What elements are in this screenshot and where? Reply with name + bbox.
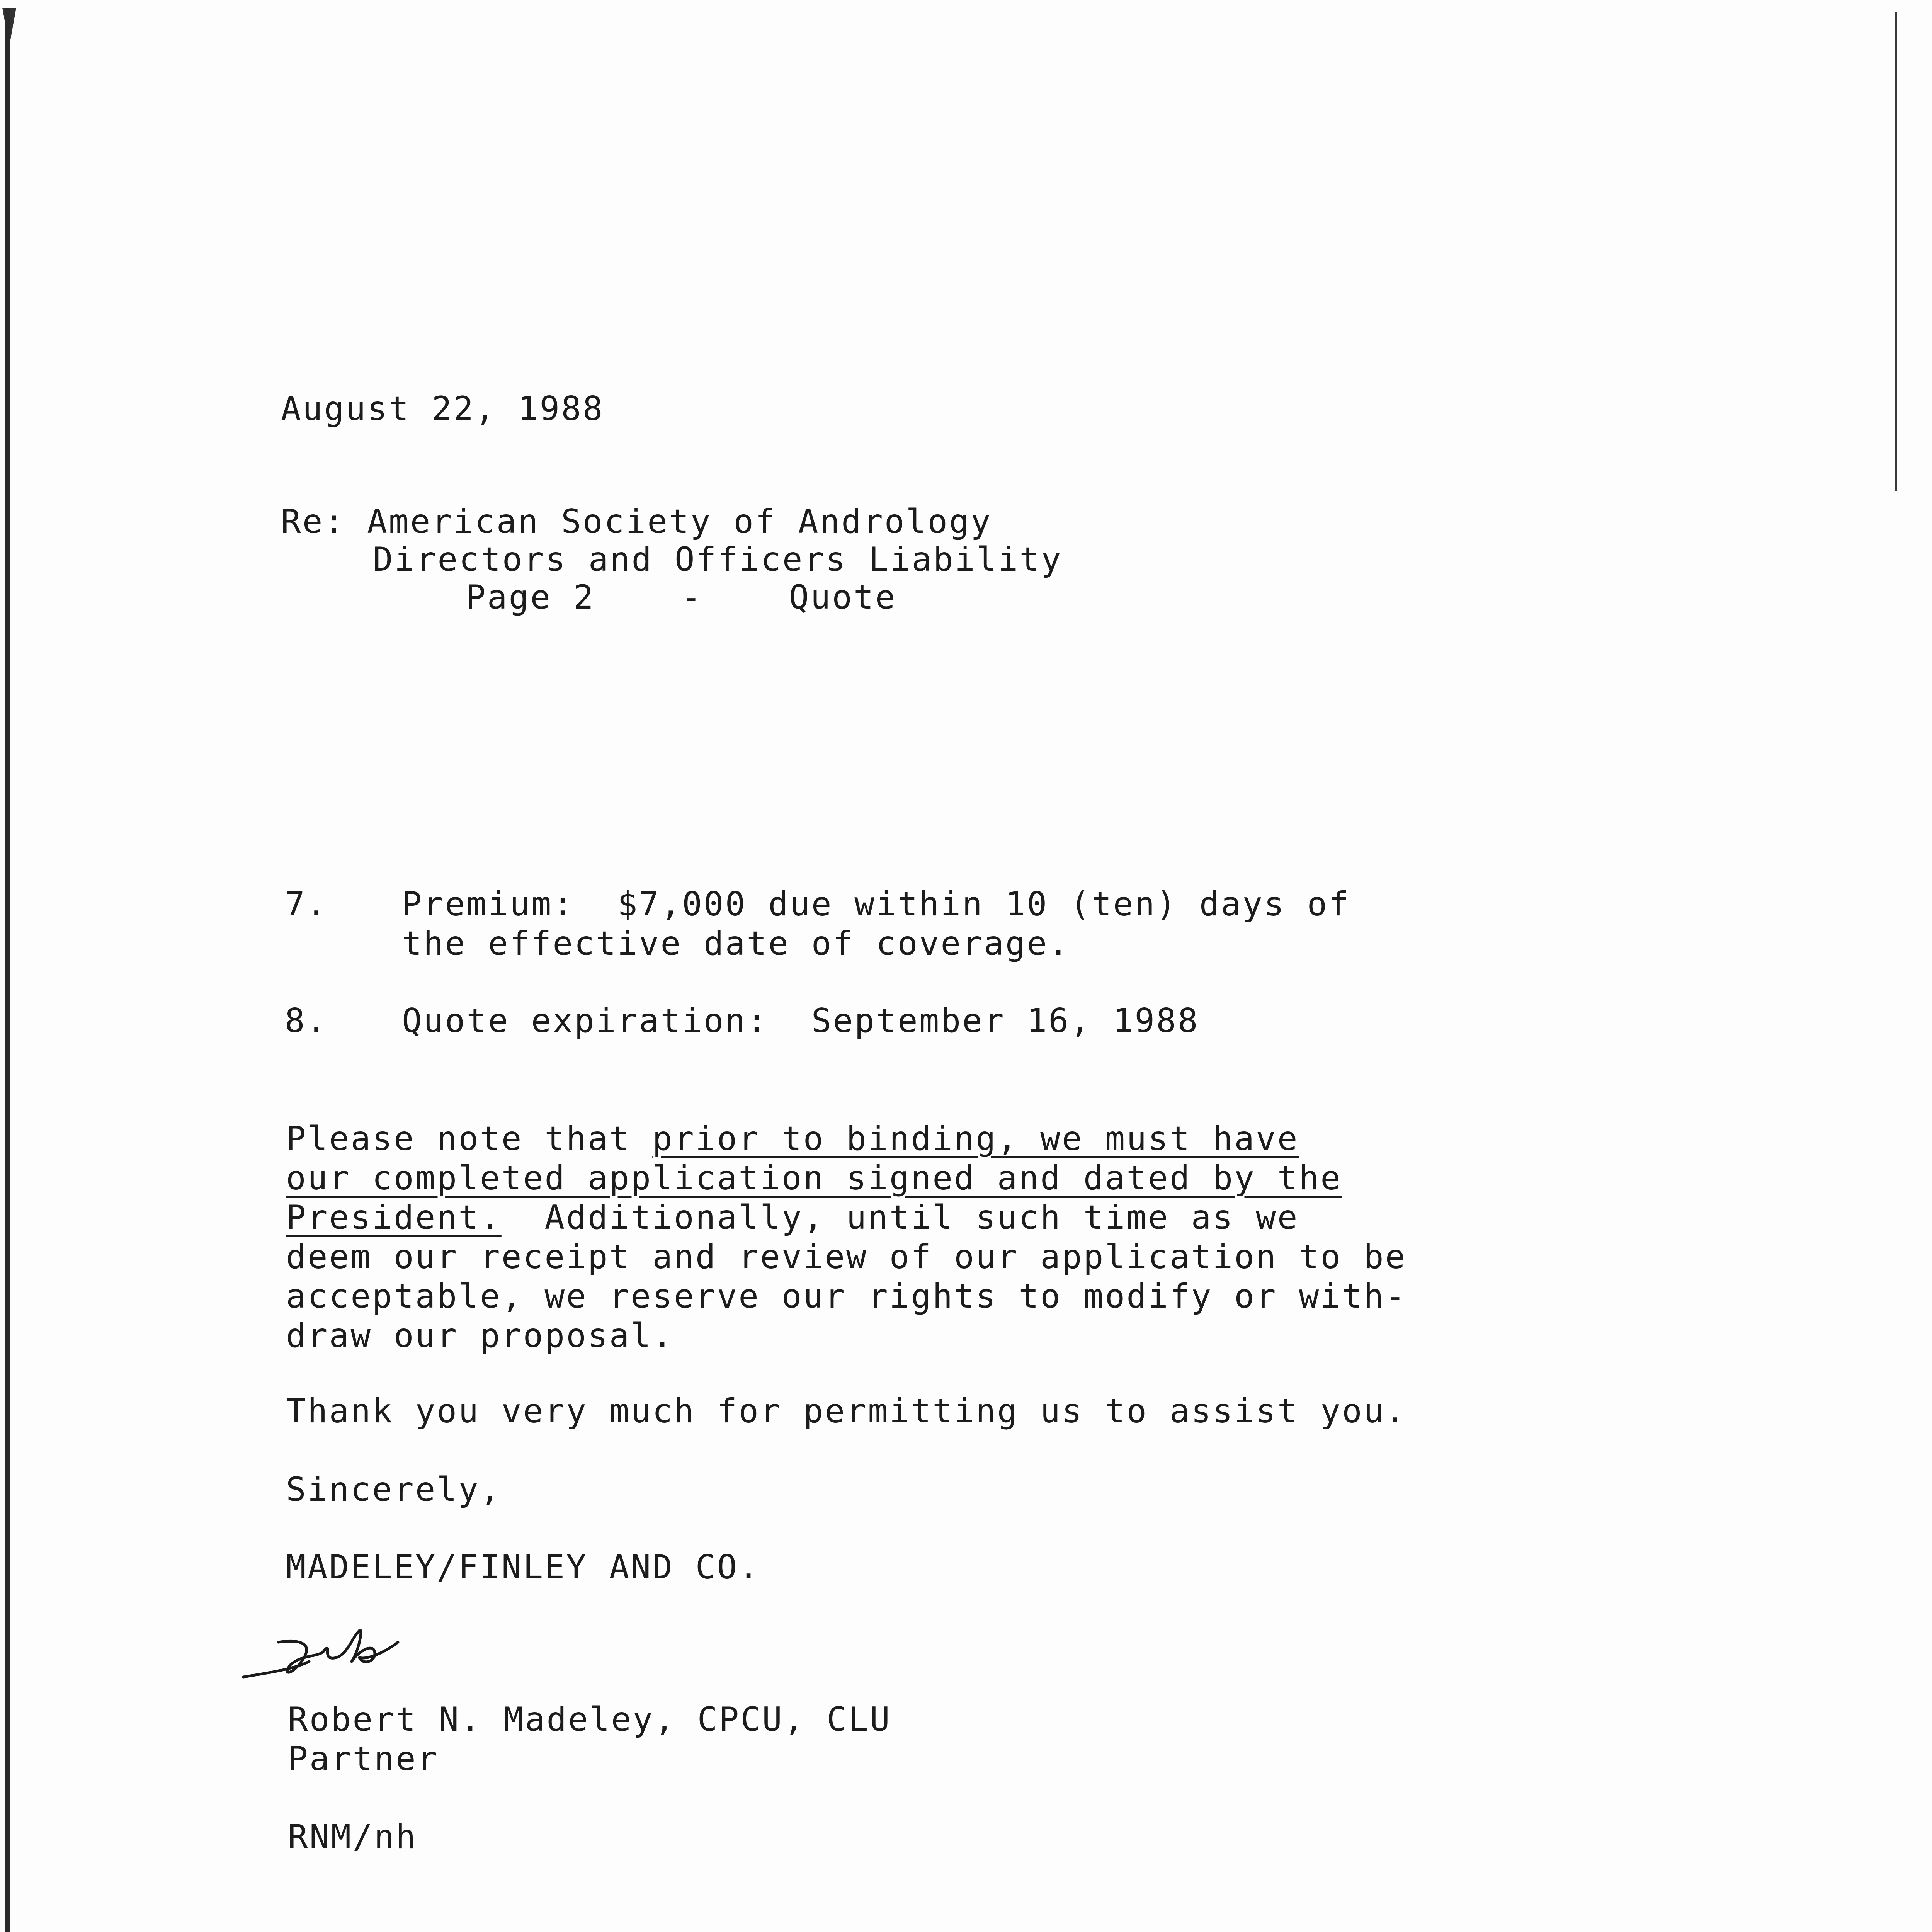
body-line-2 [286,1159,1342,1197]
reference-initials: RNM/nh [288,1818,417,1856]
underlined-text: our completed application signed and dated by the [286,1159,1342,1197]
handwritten-signature [236,1615,468,1692]
body-line-1: Please note that prior to binding, we must have [286,1119,1299,1158]
underlined-text: President. [286,1198,502,1237]
item-8-number: 8. [285,1002,328,1040]
page-right-edge [1895,12,1897,491]
re-page-label: Page 2 [466,578,595,617]
underlined-text: prior to binding, we must have [652,1119,1299,1158]
item-7-line-1: Premium: $7,000 due within 10 (ten) days of [402,885,1350,923]
re-quote-label: Quote [789,578,897,617]
item-7-number: 7. [285,885,328,923]
item-8-line-1: Quote expiration: September 16, 1988 [402,1002,1199,1040]
signer-name: Robert N. Madeley, CPCU, CLU [288,1700,891,1739]
re-line-2: Directors and Officers Liability [373,540,1063,579]
body-line-4: deem our receipt and review of our application to be [286,1238,1407,1276]
body-line-5: acceptable, we reserve our rights to modify or with- [286,1277,1407,1316]
re-line-1: Re: American Society of Andrology [281,502,992,541]
signer-title: Partner [288,1740,439,1778]
re-line-3: Page 2 - Quote [466,578,897,617]
closing: Sincerely, [286,1470,502,1509]
page-left-edge [5,8,10,1932]
body-line-3: President. Additionally, until such time as we [286,1198,1299,1237]
body-line-6: draw our proposal. [286,1316,674,1355]
letter-date: August 22, 1988 [281,389,604,428]
company-name: MADELEY/FINLEY AND CO. [286,1548,760,1587]
thanks-line: Thank you very much for permitting us to assist you. [286,1392,1407,1430]
item-7-line-2: the effective date of coverage. [402,924,1070,963]
